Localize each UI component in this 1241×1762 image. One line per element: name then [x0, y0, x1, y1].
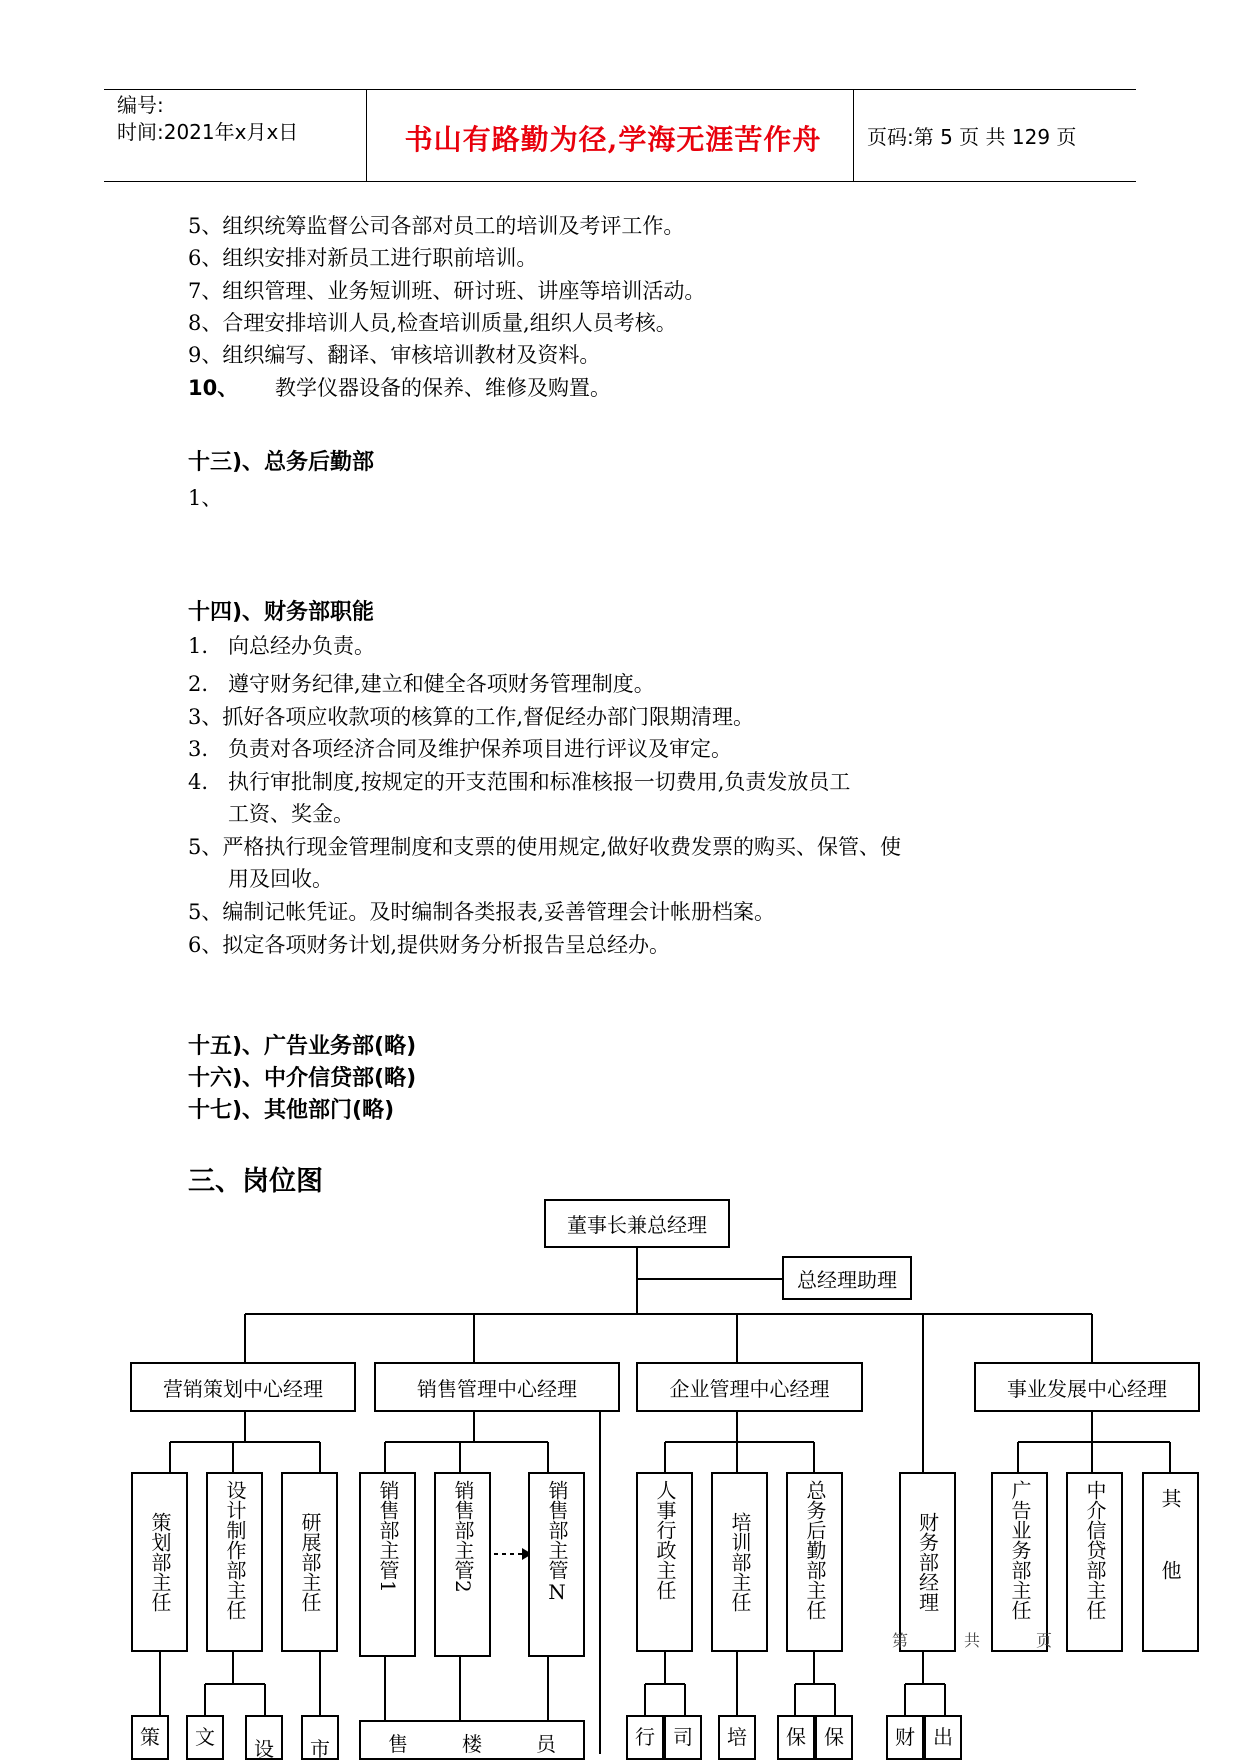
org-dept-box	[786, 1472, 843, 1652]
section-heading: 十六)、中介信贷部(略)	[188, 1066, 417, 1091]
org-sub-box	[626, 1715, 664, 1760]
org-dept-box	[528, 1472, 585, 1657]
org-center-box	[374, 1362, 620, 1412]
org-dept-label: 销售部主管N	[545, 1480, 569, 1604]
finance-item: 3. 负责对各项经济合同及维护保养项目进行评议及审定。	[188, 737, 733, 761]
org-sales-team-box	[359, 1720, 585, 1760]
section-heading: 十三)、总务后勤部	[188, 450, 375, 475]
org-sub-label: 司	[673, 1725, 693, 1749]
org-sub-label: 设	[254, 1737, 274, 1761]
org-dept-label: 培训部主任	[728, 1512, 752, 1612]
org-dept-box	[636, 1472, 693, 1652]
finance-item: 5、严格执行现金管理制度和支票的使用规定,做好收费发票的购买、保管、使	[188, 835, 902, 859]
org-sub-box	[131, 1715, 169, 1760]
org-dept-label: 销售部主管1	[376, 1480, 400, 1593]
org-center-label: 企业管理中心经理	[669, 1376, 830, 1401]
org-sub-box	[301, 1715, 339, 1760]
org-sub-box	[777, 1715, 815, 1760]
org-center-box	[974, 1362, 1200, 1412]
org-dept-label: 广告业务部主任	[1008, 1480, 1032, 1620]
page-number-label: 页码:第 5 页 共 129 页	[867, 125, 1077, 149]
page-watermark	[892, 1628, 1052, 1651]
org-sub-box	[886, 1715, 924, 1760]
finance-item: 用及回收。	[188, 867, 334, 891]
org-sub-label: 行	[635, 1725, 655, 1749]
org-finance-box	[899, 1472, 956, 1652]
org-dept-box	[434, 1472, 491, 1657]
doc-time-label: 时间:2021年x月x日	[117, 120, 299, 144]
training-item: 8、合理安排培训人员,检查培训质量,组织人员考核。	[188, 311, 677, 335]
org-sub-box	[245, 1715, 283, 1760]
org-sub-box	[815, 1715, 853, 1760]
org-sub-label: 财	[895, 1725, 915, 1749]
watermark-char: 第	[892, 1631, 909, 1650]
org-dept-box	[711, 1472, 768, 1652]
org-dept-label: 总务后勤部主任	[803, 1480, 827, 1620]
watermark-char: 共	[963, 1631, 980, 1650]
section-item: 1、	[188, 486, 223, 510]
training-item: 6、组织安排对新员工进行职前培训。	[188, 246, 538, 270]
org-other-box	[1142, 1472, 1199, 1652]
org-sub-label: 售	[388, 1732, 408, 1756]
org-finance-label: 财务部经理	[915, 1512, 940, 1612]
org-center-label: 销售管理中心经理	[417, 1376, 577, 1401]
training-item-number: 10、	[188, 376, 239, 400]
org-dept-box	[359, 1472, 416, 1657]
org-dept-label: 人事行政主任	[653, 1480, 677, 1600]
org-dept-label: 策划部主任	[148, 1512, 172, 1612]
finance-item: 5、编制记帐凭证。及时编制各类报表,妥善管理会计帐册档案。	[188, 900, 776, 924]
org-sub-label: 市	[310, 1737, 330, 1761]
org-assistant-box	[782, 1256, 912, 1300]
section-heading: 十七)、其他部门(略)	[188, 1098, 395, 1123]
org-sub-label: 策	[140, 1725, 160, 1749]
org-sub-label: 出	[933, 1725, 953, 1749]
training-item-text: 教学仪器设备的保养、维修及购置。	[275, 376, 611, 400]
org-center-box	[636, 1362, 863, 1412]
finance-item: 6、拟定各项财务计划,提供财务分析报告呈总经办。	[188, 933, 671, 957]
org-top-box	[544, 1199, 730, 1248]
training-item: 7、组织管理、业务短训班、研讨班、讲座等培训活动。	[188, 279, 706, 303]
org-other-label: 其他	[1158, 1488, 1182, 1632]
org-center-box	[130, 1362, 356, 1412]
org-top-label: 董事长兼总经理	[567, 1213, 707, 1237]
org-dept-label: 销售部主管2	[451, 1480, 475, 1593]
org-sub-box	[924, 1715, 962, 1760]
org-sub-label: 文	[195, 1725, 215, 1749]
org-dept-box	[281, 1472, 338, 1652]
finance-item: 工资、奖金。	[188, 802, 355, 826]
section-heading: 三、岗位图	[188, 1166, 323, 1197]
org-dept-label: 设计制作部主任	[223, 1480, 247, 1620]
finance-item: 2. 遵守财务纪律,建立和健全各项财务管理制度。	[188, 672, 655, 696]
org-dept-box	[206, 1472, 263, 1652]
org-center-label: 营销策划中心经理	[163, 1376, 323, 1401]
section-heading: 十五)、广告业务部(略)	[188, 1034, 417, 1059]
section-heading: 十四)、财务部职能	[188, 600, 375, 625]
finance-item: 4. 执行审批制度,按规定的开支范围和标准核报一切费用,负责发放员工	[188, 770, 851, 794]
org-center-label: 事业发展中心经理	[1007, 1376, 1167, 1401]
finance-item: 3、抓好各项应收款项的核算的工作,督促经办部门限期清理。	[188, 705, 755, 729]
watermark-char: 页	[1035, 1631, 1052, 1650]
org-dept-box	[131, 1472, 188, 1652]
org-sub-box	[664, 1715, 702, 1760]
org-assistant-label: 总经理助理	[797, 1267, 897, 1292]
training-item: 5、组织统筹监督公司各部对员工的培训及考评工作。	[188, 214, 685, 238]
org-sub-box	[718, 1715, 756, 1760]
finance-item: 1. 向总经办负责。	[188, 634, 376, 658]
doc-number-label: 编号:	[117, 93, 164, 117]
org-sub-box	[186, 1715, 224, 1760]
org-sub-label: 楼	[462, 1732, 482, 1756]
org-dept-box	[991, 1472, 1048, 1652]
org-sub-label: 培	[727, 1725, 747, 1749]
org-sub-label: 保	[824, 1725, 844, 1749]
training-item: 9、组织编写、翻译、审核培训教材及资料。	[188, 343, 601, 367]
org-dept-box	[1066, 1472, 1123, 1652]
header-motto: 书山有路勤为径,学海无涯苦作舟	[404, 123, 822, 156]
org-dept-label: 中介信贷部主任	[1083, 1480, 1107, 1620]
org-sub-label: 员	[536, 1732, 556, 1756]
org-sub-label: 保	[786, 1725, 806, 1749]
org-dept-label: 研展部主任	[298, 1512, 322, 1612]
